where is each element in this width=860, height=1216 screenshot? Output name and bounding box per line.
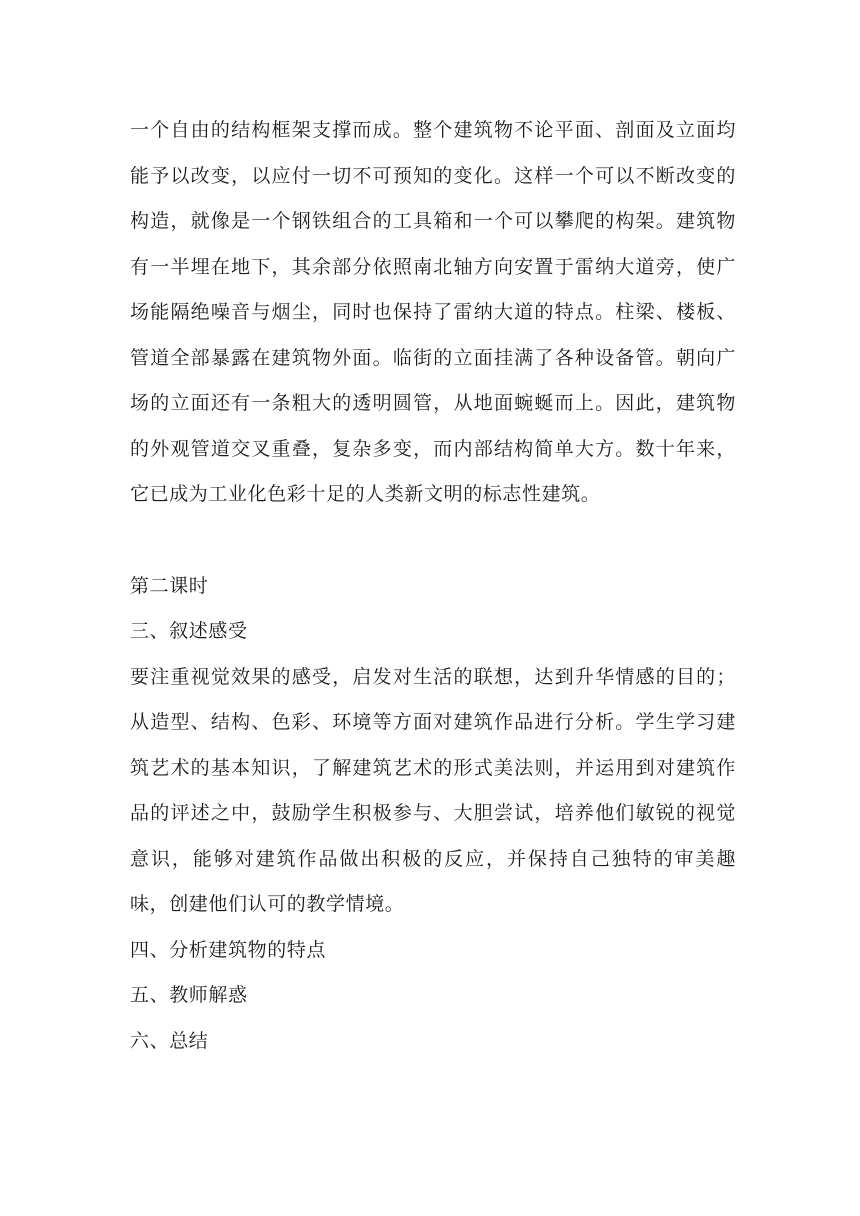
- document-body: [130, 108, 736, 1064]
- section-heading-3: 三、叙述感受: [130, 620, 248, 642]
- section-heading-4: 四、分析建筑物的特点: [130, 938, 327, 961]
- paragraph-teaching-goals: 要注重视觉效果的感受，启发对生活的联想，达到升华情感的目的；从造型、结构、色彩、环境等方面对建筑作品进行分析。学生学习建筑艺术的基本知识，了解建筑艺术的形式美法则，并运用到对建筑作品的评述之中，鼓励学生积极参与、大胆尝试，培养他们敏锐的视觉意识，能够对建筑作品做出积极的反应，并保持自己独特的审美趣味，创建他们认可的教学情境。: [130, 665, 736, 915]
- paragraph-spacer: [130, 518, 736, 564]
- section-heading-5: 五、教师解惑: [130, 984, 248, 1006]
- section-heading-6: 六、总结: [130, 1029, 209, 1052]
- paragraph-architecture-description: 一个自由的结构框架支撑而成。整个建筑物不论平面、剖面及立面均能予以改变，以应付一切不可预知的变化。这样一个可以不断改变的构造，就像是一个钢铁组合的工具箱和一个可以攀爬的构架。建筑物有一半埋在地下，其余部分依照南北轴方向安置于雷纳大道旁，使广场能隔绝噪音与烟尘，同时也保持了雷纳大道的特点。柱梁、楼板、管道全部暴露在建筑物外面。临街的立面挂满了各种设备管。朝向广场的立面还有一条粗大的透明圆管，从地面蜿蜒而上。因此，建筑物的外观管道交叉重叠，复杂多变，而内部结构简单大方。数十年来，它已成为工业化色彩十足的人类新文明的标志性建筑。: [130, 119, 736, 505]
- lesson-heading: 第二课时: [130, 574, 209, 597]
